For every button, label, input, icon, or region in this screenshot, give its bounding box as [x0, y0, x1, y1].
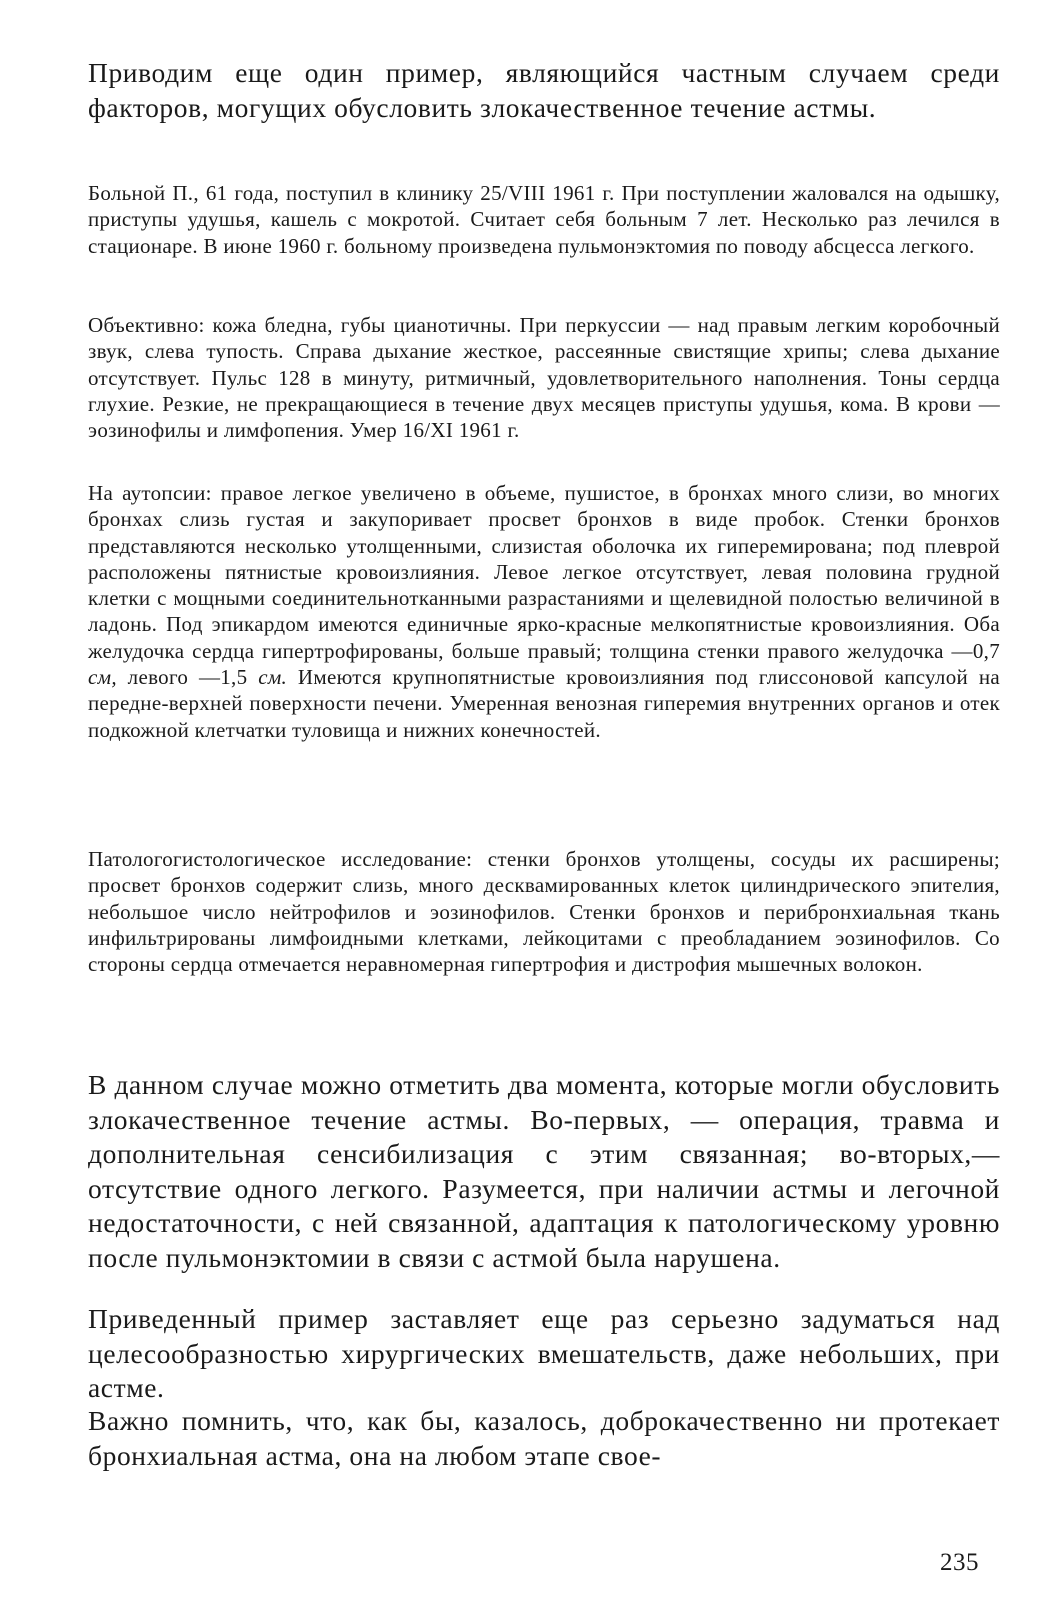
case-history-paragraph: Больной П., 61 года, поступил в клинику 25/VIII 1961 г. При поступлении жаловался на одышку, приступы удушья, кашель с мокротой. Считает себя больным 7 лет. Несколько раз лечился в стационаре. В июне 1960 г. больному произведена пульмонэктомия по поводу абсцесса легкого. [88, 181, 1000, 258]
page-number: 235 [940, 1549, 979, 1576]
case-autopsy-paragraph [88, 480, 1000, 743]
intro-paragraph: Приводим еще один пример, являющийся частным случаем среди факторов, могущих обусловить злокачественное течение астмы. [88, 57, 1000, 123]
discussion-paragraph-2: Приведенный пример заставляет еще раз серьезно задуматься над целесообразностью хирургических вмешательств, даже небольших, при астме. [88, 1303, 1000, 1403]
autopsy-unit-2: см. [258, 665, 288, 690]
autopsy-text-2: левого —1,5 [116, 665, 259, 690]
case-objective-paragraph: Объективно: кожа бледна, губы цианотичны. При перкуссии — над правым легким коробочный звук, слева тупость. Справа дыхание жесткое, рассеянные свистящие хрипы; слева дыхание отсутствует. Пульс 128 в минуту, ритмичный, удовлетворительного наполнения. Тоны сердца глухие. Резкие, не прекращающиеся в течение двух месяцев приступы удушья, кома. В крови — эозинофилы и лимфопения. Умер 16/XI 1961 г. [88, 313, 1000, 443]
autopsy-text-1: На аутопсии: правое легкое увеличено в объеме, пушистое, в бронхах много слизи, во многих бронхах слизь густая и закупоривает просвет бронхов в виде пробок. Стенки бронхов представляются несколько утолщенными, слизистая оболочка их гиперемирована; под плеврой расположены пятнистые кровоизлияния. Левое легкое отсутствует, левая половина грудной клетки с мощными соединительнотканными разрастаниями и щелевидной полостью величиной в ладонь. Под эпикардом имеются единичные ярко-красные мелкопятнистые кровоизлияния. Оба желудочка сердца гипертрофированы, больше правый; толщина стенки правого желудочка —0,7 [88, 481, 1000, 663]
discussion-paragraph-1: В данном случае можно отметить два момента, которые могли обусловить злокачественное течение астмы. Во-первых, — операция, травма и дополнительная сенсибилизация с этим связанная; во-вторых,— отсутствие одного легкого. Разумеется, при наличии астмы и легочной недостаточности, с ней связанной, адаптация к патологическому уровню после пульмонэктомии в связи с астмой была нарушена. [88, 1069, 1000, 1273]
autopsy-unit-1: см, [88, 665, 117, 690]
discussion-paragraph-3: Важно помнить, что, как бы, казалось, доброкачественно ни протекает бронхиальная астма, она на любом этапе свое- [88, 1405, 1000, 1471]
autopsy-text-3: Имеются крупнопятнистые кровоизлияния под глиссоновой капсулой на передне-верхней поверхности печени. Умеренная венозная гиперемия внутренних органов и отек подкожной клетчатки туловища и нижних конечностей. [88, 665, 1000, 742]
case-histology-paragraph: Патологогистологическое исследование: стенки бронхов утолщены, сосуды их расширены; просвет бронхов содержит слизь, много десквамированных клеток цилиндрического эпителия, небольшое число нейтрофилов и эозинофилов. Стенки бронхов и перибронхиальная ткань инфильтрированы лимфоидными клетками, лейкоцитами с преобладанием эозинофилов. Со стороны сердца отмечается неравномерная гипертрофия и дистрофия мышечных волокон. [88, 847, 1000, 977]
